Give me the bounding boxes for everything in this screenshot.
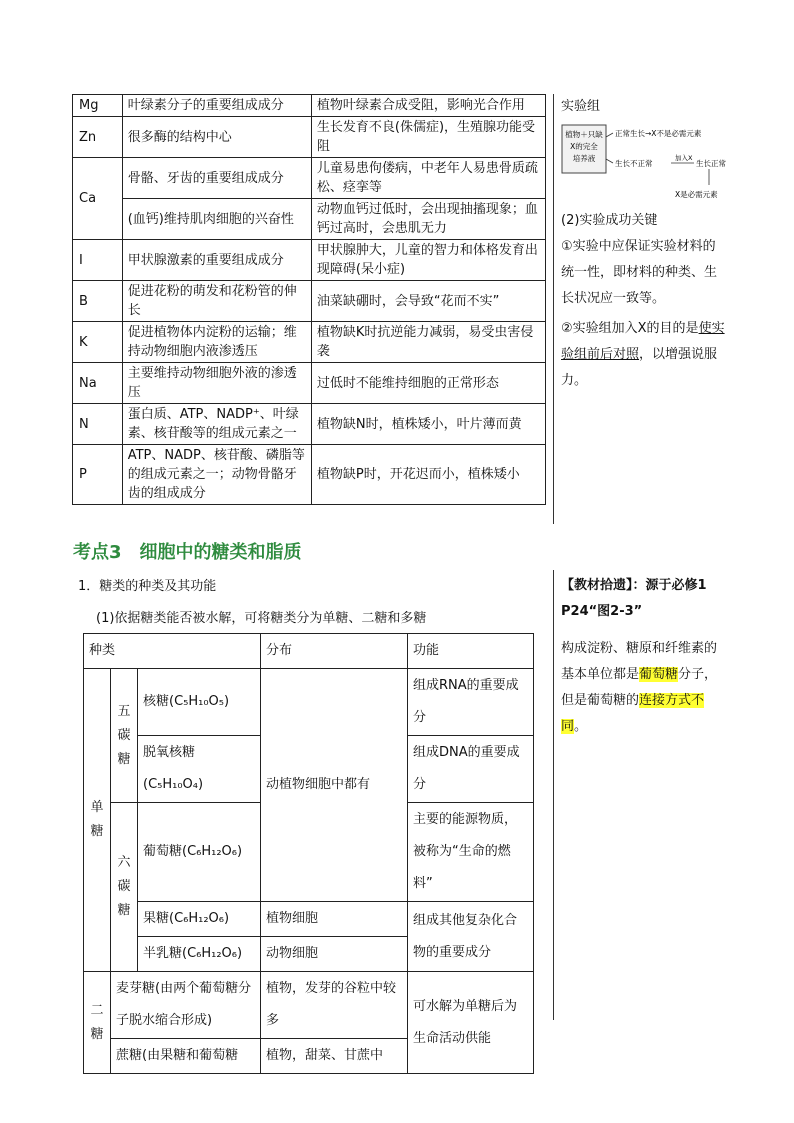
key-title: (2)实验成功关键 [561, 213, 658, 228]
diagram-conclusion: X是必需元素 [675, 190, 718, 199]
divider-top [553, 94, 554, 524]
textbook-note-title: 【教材拾遗】：源于必修1 P24“图2-3” [561, 578, 707, 619]
fn-di: 可水解为单糖后为生命活动供能 [408, 972, 534, 1074]
table-row [73, 240, 546, 281]
maltose: 麦芽糖(由两个葡萄糖分子脱水缩合形成) [111, 972, 261, 1039]
di-label: 二 糖 [84, 972, 111, 1074]
diagram-branch1: 正常生长→X不是必需元素 [615, 129, 702, 138]
element-deficiency: 植物缺N时，植株矮小，叶片薄而黄 [311, 404, 545, 445]
fn-glucose: 主要的能源物质，被称为“生命的燃料” [408, 803, 534, 902]
element-function: 很多酶的结构中心 [122, 117, 311, 158]
fn-dna: 组成DNA的重要成分 [408, 736, 534, 803]
sugar-table [83, 633, 534, 1074]
element-function: (血钙)维持肌肉细胞的兴奋性 [122, 199, 311, 240]
ribose: 核糖(C₅H₁₀O₅) [138, 669, 261, 736]
table-row [73, 95, 546, 117]
table-row [73, 199, 546, 240]
diagram-add-x: 加入X [675, 154, 693, 162]
element-symbol: I [73, 240, 123, 281]
five-carbon-label: 五 碳 糖 [111, 669, 138, 803]
header-type: 种类 [84, 634, 261, 669]
table-row [73, 158, 546, 199]
dist-sucrose: 植物，甜菜、甘蔗中 [261, 1039, 408, 1074]
mono-label: 单 糖 [84, 669, 111, 972]
diagram-branch2: 生长不正常 [615, 159, 653, 168]
fn-other: 组成其他复杂化合物的重要成分 [408, 902, 534, 972]
element-function: 骨骼、牙齿的重要组成成分 [122, 158, 311, 199]
element-function: ATP、NADP、核苷酸、磷脂等的组成元素之一；动物骨骼牙齿的组成成分 [122, 445, 311, 505]
sucrose: 蔗糖(由果糖和葡萄糖 [111, 1039, 261, 1074]
diagram-box-line1: 植物＋只缺 [565, 130, 603, 139]
sidebar-top-title: 实验组 [561, 99, 601, 114]
subsection-title: 1．糖类的种类及其功能 [78, 579, 217, 594]
key-point-2: ②实验组加入X的目的是使实验组前后对照，以增强说服力。 [561, 321, 725, 388]
table-row [73, 404, 546, 445]
header-distribution: 分布 [261, 634, 408, 669]
element-function: 甲状腺激素的重要组成成分 [122, 240, 311, 281]
element-function: 蛋白质、ATP、NADP⁺、叶绿素、核苷酸等的组成元素之一 [122, 404, 311, 445]
element-function: 促进花粉的萌发和花粉管的伸长 [122, 281, 311, 322]
element-symbol: P [73, 445, 123, 505]
table-row [73, 322, 546, 363]
element-deficiency: 植物缺K时抗逆能力减弱，易受虫害侵袭 [311, 322, 545, 363]
element-symbol: Na [73, 363, 123, 404]
diagram-result: 生长正常 [696, 159, 726, 168]
experiment-diagram [561, 123, 731, 200]
element-symbol: Mg [73, 95, 123, 117]
element-symbol: B [73, 281, 123, 322]
table-row [73, 281, 546, 322]
divider-bottom [553, 570, 554, 1020]
deoxyribose: 脱氧核糖(C₅H₁₀O₄) [138, 736, 261, 803]
element-deficiency: 油菜缺硼时，会导致“花而不实” [311, 281, 545, 322]
element-deficiency: 生长发育不良(侏儒症)，生殖腺功能受阻 [311, 117, 545, 158]
dist-animal: 动物细胞 [261, 937, 408, 972]
element-deficiency: 过低时不能维持细胞的正常形态 [311, 363, 545, 404]
section-title: 考点3 细胞中的糖类和脂质 [73, 542, 302, 563]
textbook-note-body: 构成淀粉、糖原和纤维素的基本单位都是葡萄糖分子，但是葡萄糖的连接方式不同。 [561, 641, 718, 734]
subsection-intro: (1)依据糖类能否被水解，可将糖类分为单糖、二糖和多糖 [96, 611, 427, 626]
element-deficiency: 动物血钙过低时，会出现抽搐现象；血钙过高时，会患肌无力 [311, 199, 545, 240]
element-deficiency: 植物叶绿素合成受阻，影响光合作用 [311, 95, 545, 117]
element-symbol: N [73, 404, 123, 445]
diagram-box-line2: X的完全 [570, 142, 598, 151]
fructose: 果糖(C₆H₁₂O₆) [138, 902, 261, 937]
element-function: 促进植物体内淀粉的运输；维持动物细胞内液渗透压 [122, 322, 311, 363]
element-function: 叶绿素分子的重要组成成分 [122, 95, 311, 117]
table-row [73, 117, 546, 158]
six-carbon-label: 六 碳 糖 [111, 803, 138, 972]
table-row [73, 363, 546, 404]
key-point-1: ①实验中应保证实验材料的统一性，即材料的种类、生长状况应一致等。 [561, 239, 718, 306]
element-deficiency: 儿童易患佝偻病，中老年人易患骨质疏松、痉挛等 [311, 158, 545, 199]
element-function: 主要维持动物细胞外液的渗透压 [122, 363, 311, 404]
dist-common: 动植物细胞中都有 [261, 669, 408, 902]
element-deficiency: 甲状腺肿大，儿童的智力和体格发育出现障碍(呆小症) [311, 240, 545, 281]
table-row [73, 445, 546, 505]
glucose: 葡萄糖(C₆H₁₂O₆) [138, 803, 261, 902]
element-deficiency: 植物缺P时，开花迟而小，植株矮小 [311, 445, 545, 505]
fn-rna: 组成RNA的重要成分 [408, 669, 534, 736]
diagram-box-line3: 培养液 [572, 154, 596, 163]
element-symbol: Zn [73, 117, 123, 158]
element-symbol: Ca [73, 158, 123, 240]
element-table [72, 94, 546, 505]
dist-maltose: 植物，发芽的谷粒中较多 [261, 972, 408, 1039]
dist-plant: 植物细胞 [261, 902, 408, 937]
header-function: 功能 [408, 634, 534, 669]
element-symbol: K [73, 322, 123, 363]
galactose: 半乳糖(C₆H₁₂O₆) [138, 937, 261, 972]
